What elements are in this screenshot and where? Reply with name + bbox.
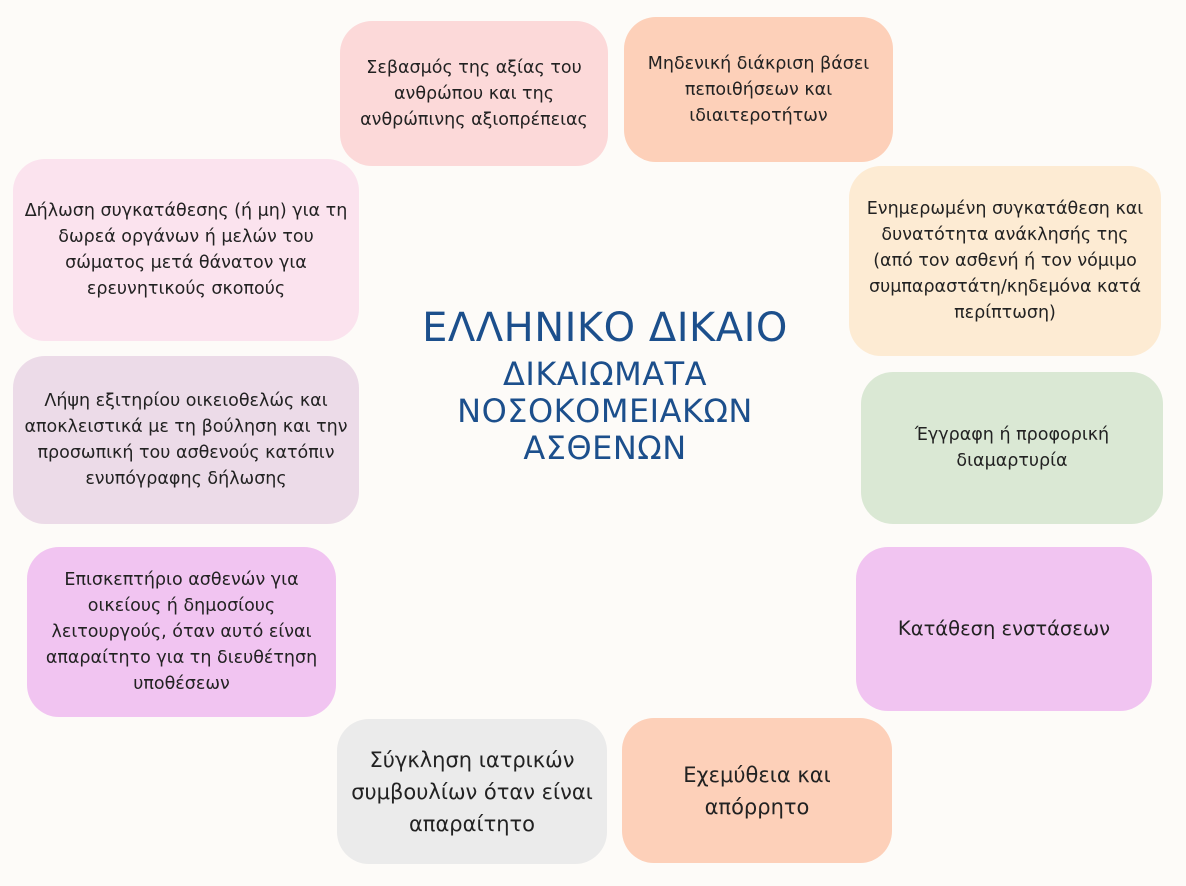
right-box-informed-consent — [849, 166, 1161, 356]
right-box-voluntary-discharge — [13, 356, 359, 524]
right-text-objections: Κατάθεση ενστάσεων — [897, 617, 1111, 640]
right-text-complaint: Έγγραφη ή προφορική διαμαρτυρία — [914, 425, 1110, 471]
center-title — [395, 300, 815, 467]
diagram-subtitle-line-1: ΔΙΚΑΙΩΜΑΤΑ — [502, 355, 708, 393]
right-text-medical-council: Σύγκληση ιατρικών συμβουλίων όταν είναι απαραίτητο — [351, 747, 593, 836]
diagram-title: ΕΛΛΗΝΙΚΟ ΔΙΚΑΙΟ — [422, 305, 788, 351]
diagram-subtitle-line-3: ΑΣΘΕΝΩΝ — [523, 429, 687, 467]
right-text-organ-donation: Δήλωση συγκατάθεσης (ή μη) για τη δωρεά οργάνων ή μελών του σώματος μετά θάνατον για ερευνητικούς σκοπούς — [24, 201, 348, 299]
diagram-subtitle-line-2: ΝΟΣΟΚΟΜΕΙΑΚΩΝ — [457, 392, 753, 430]
right-text-dignity: Σεβασμός της αξίας του ανθρώπου και της ανθρώπινης αξιοπρέπειας — [360, 57, 588, 130]
right-text-voluntary-discharge: Λήψη εξιτηρίου οικειοθελώς και αποκλειστικά με τη βούληση και την προσωπική του ασθενούς κατόπιν ενυπόγραφης δήλωσης — [24, 391, 348, 489]
right-text-non-discrimination: Μηδενική διάκριση βάσει πεποιθήσεων και ιδιαιτεροτήτων — [647, 53, 870, 126]
right-box-objections — [856, 547, 1152, 711]
right-text-informed-consent: Ενημερωμένη συγκατάθεση και δυνατότητα ανάκλησής της (από τον ασθενή ή τον νόμιμο συμπαραστάτη/κηδεμόνα κατά περίπτωση) — [866, 199, 1144, 323]
right-box-organ-donation — [13, 159, 359, 341]
right-text-visitation: Επισκεπτήριο ασθενών για οικείους ή δημοσίους λειτουργούς, όταν αυτό είναι απαραίτητο για τη διευθέτηση υποθέσεων — [45, 570, 318, 694]
right-text-confidentiality: Εχεμύθεια και απόρρητο — [683, 762, 831, 819]
right-box-non-discrimination — [624, 17, 893, 162]
right-box-medical-council — [337, 719, 607, 864]
right-box-dignity — [340, 21, 608, 166]
right-box-confidentiality — [622, 718, 892, 863]
right-box-complaint — [861, 372, 1163, 524]
right-box-visitation — [27, 547, 336, 717]
